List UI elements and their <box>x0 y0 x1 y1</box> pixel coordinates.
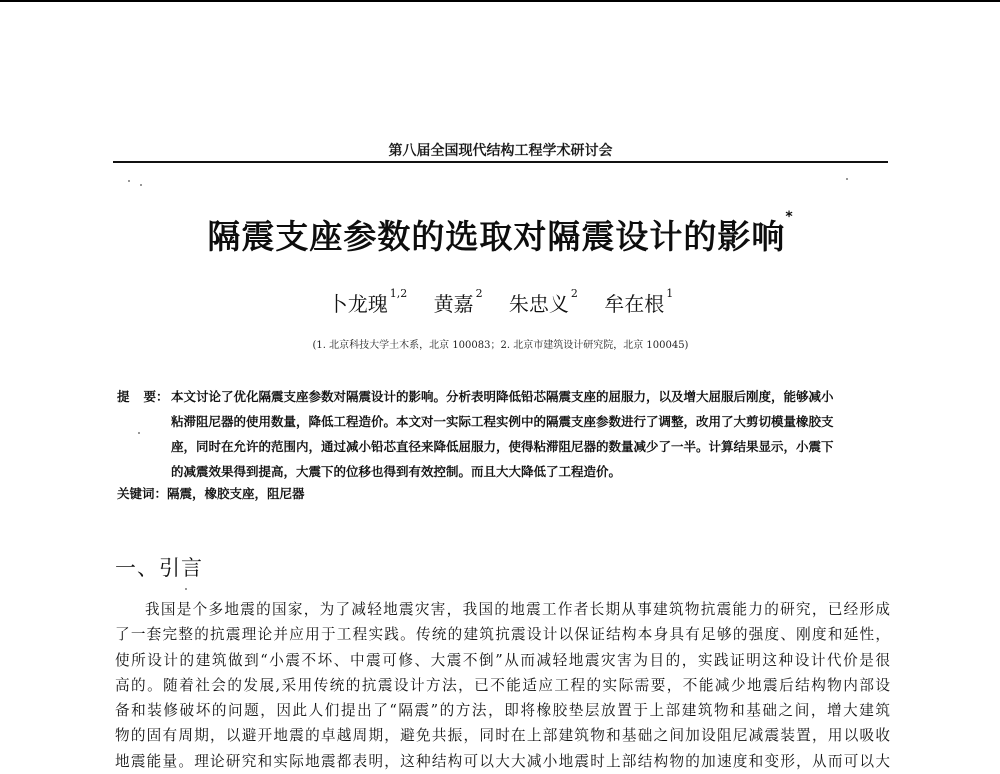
author <box>328 288 408 317</box>
author-list <box>113 288 888 317</box>
author-affiliation-mark: 2 <box>475 287 483 300</box>
body-line: 了一套完整的抗震理论并应用于工程实践。传统的建筑抗震设计以保证结构本身具有足够的强度、刚度和延性， <box>115 626 890 644</box>
title-footnote-mark: * <box>785 209 794 225</box>
author <box>509 288 578 317</box>
body-line: 地震能量。理论研究和实际地震都表明，这种结构可以大大减小地震时上部结构物的加速度和变形，从而可以大 <box>115 752 890 770</box>
top-border-bar <box>0 0 1000 2</box>
header-rule <box>113 161 888 163</box>
abstract-label <box>117 384 171 409</box>
body-line: 我国是个多地震的国家，为了减轻地震灾害，我国的地震工作者长期从事建筑物抗震能力的研究，已经形成 <box>145 601 890 618</box>
scan-speck <box>138 432 140 434</box>
abstract-line: 粘滞阻尼器的使用数量，降低工程造价。本文对一实际工程实例中的隔震支座参数进行了调整，改用了大剪切模量橡胶支 <box>171 414 834 429</box>
scan-speck <box>128 180 130 182</box>
section-heading: 一、引言 <box>115 556 203 580</box>
author <box>604 288 673 317</box>
running-header: 第八届全国现代结构工程学术研讨会 <box>388 143 613 159</box>
abstract-line: 座，同时在允许的范围内，通过减小铅芯直径来降低屈服力，使得粘滞阻尼器的数量减少了一半。计算结果显示，小震下 <box>171 439 834 454</box>
author-name: 卜龙瑰 <box>327 292 388 316</box>
body-paragraph <box>115 597 890 774</box>
author-affiliation-mark: 1 <box>666 287 674 300</box>
abstract-label-part: 提 <box>117 389 130 404</box>
author-affiliation-mark: 1,2 <box>389 287 408 300</box>
body-line: 高的。随着社会的发展,采用传统的抗震设计方法，已不能适应工程的实际需要，不能减少地震后结构物内部设 <box>115 676 890 694</box>
author-name: 黄嘉 <box>433 292 474 316</box>
scan-speck <box>140 184 142 186</box>
paper-title <box>113 211 888 258</box>
body-line: 使所设计的建筑做到“小震不坏、中震可修、大震不倒”从而减轻地震灾害为目的，实践证明这种设计代价是很 <box>115 651 890 669</box>
abstract <box>117 384 892 484</box>
abstract-line: 本文讨论了优化隔震支座参数对隔震设计的影响。分析表明降低铅芯隔震支座的屈服力，以及增大屈服后刚度，能够减小 <box>171 389 834 404</box>
keywords-value: 隔震，橡胶支座，阻尼器 <box>167 486 305 501</box>
abstract-line: 的减震效果得到提高，大震下的位移也得到有效控制。而且大大降低了工程造价。 <box>171 464 622 479</box>
author-name: 朱忠义 <box>508 292 569 316</box>
scan-speck <box>185 588 187 590</box>
scan-speck <box>846 178 848 180</box>
abstract-first-line <box>117 384 892 409</box>
author <box>434 288 483 317</box>
body-line: 备和装修破坏的问题，因此人们提出了“隔震”的方法，即将橡胶垫层放置于上部建筑物和基础之间，增大建筑 <box>115 702 890 720</box>
author-affiliation-mark: 2 <box>570 287 578 300</box>
affiliations: (1. 北京科技大学土木系，北京 100083；2. 北京市建筑设计研究院，北京 100045) <box>312 340 689 351</box>
keywords-label: 关键词： <box>117 486 168 501</box>
abstract-label-part: 要： <box>143 389 169 404</box>
body-line: 物的固有周期，以避开地震的卓越周期，避免共振，同时在上部建筑物和基础之间加设阻尼减震装置，用以吸收 <box>115 727 890 745</box>
paper-title-text: 隔震支座参数的选取对隔震设计的影响 <box>207 217 786 256</box>
keywords <box>117 484 305 502</box>
author-name: 牟在根 <box>604 292 665 316</box>
